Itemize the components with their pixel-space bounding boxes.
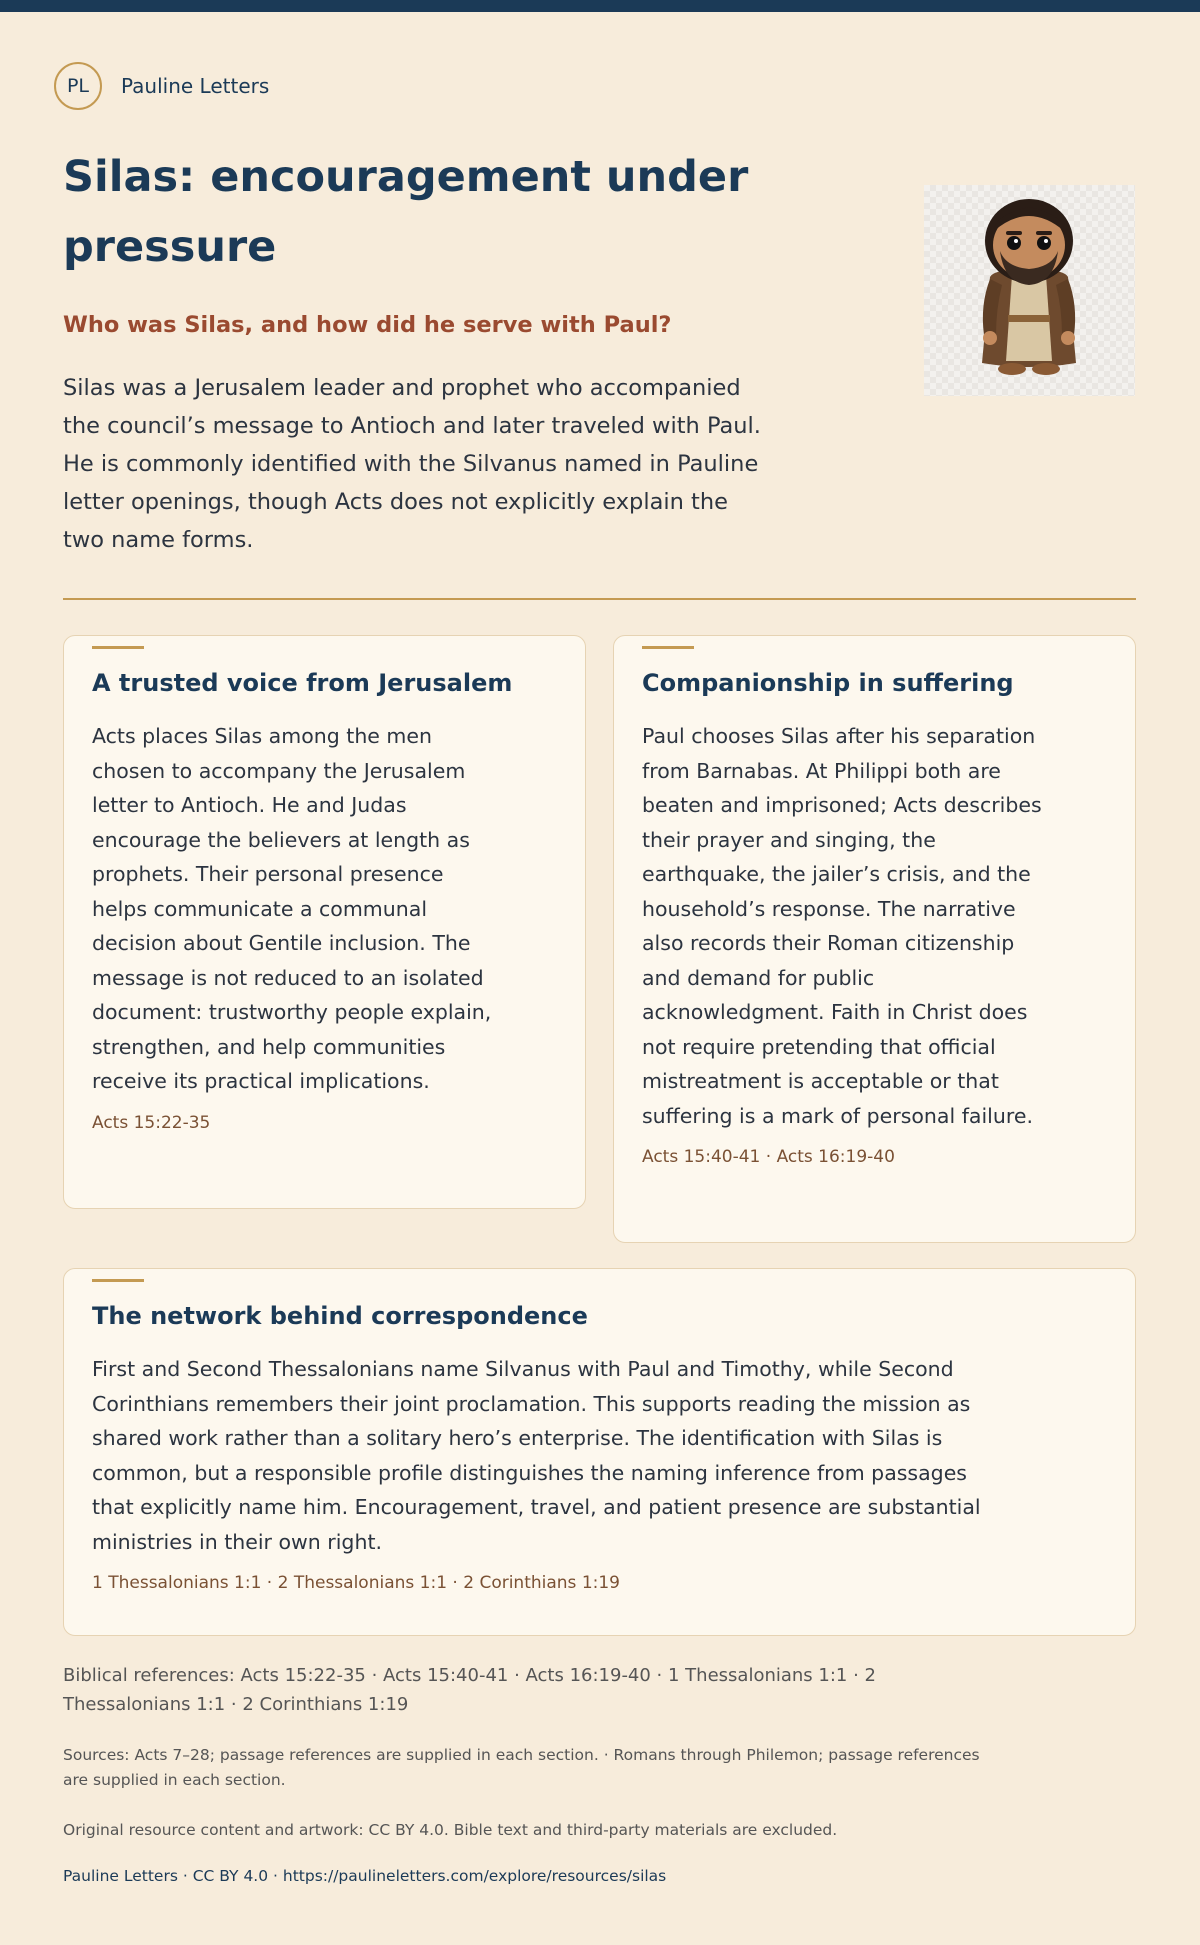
section-title: The network behind correspondence [92, 1302, 588, 1330]
footer-license: Original resource content and artwork: CC BY 4.0. Bible text and third-party materials are excluded. [63, 1821, 838, 1839]
section-references: Acts 15:22-35 [92, 1112, 211, 1133]
card-accent-line [92, 646, 144, 649]
section-body: Acts places Silas among the men chosen to accompany the Jerusalem letter to Antioch. He and Judas encourage the believers at length as prophets. Their personal presence helps communicate a communal decision about Gentile inclusion. The message is not reduced to an isolated document: trustworthy people explain, strengthen, and help communities receive its practical implications. [92, 724, 492, 1093]
section-card-suffering [613, 635, 1136, 1243]
page-title: Silas: encouragement under pressure [63, 152, 749, 272]
card-accent-line [642, 646, 694, 649]
footer-site-link[interactable]: Pauline Letters · CC BY 4.0 · https://paulineletters.com/explore/resources/silas [63, 1867, 667, 1885]
footer-sources: Sources: Acts 7–28; passage references are supplied in each section. · Romans through Philemon; passage references are supplied in each section. [63, 1746, 980, 1789]
silas-figure-illustration [924, 185, 1135, 396]
intro-paragraph: Silas was a Jerusalem leader and prophet who accompanied the council’s message to Antioch and later traveled with Paul. He is commonly identified with the Silvanus named in Pauline letter openings, though Acts does not explicitly explain the two name forms. [63, 375, 761, 553]
section-card-jerusalem [63, 635, 586, 1209]
brand[interactable] [54, 62, 269, 110]
footer-biblical-references: Biblical references: Acts 15:22-35 · Acts 15:40-41 · Acts 16:19-40 · 1 Thessalonians 1:1 · 2 Thessalonians 1:1 · 2 Corinthians 1:19 [63, 1665, 876, 1715]
page-question: Who was Silas, and how did he serve with Paul? [63, 312, 672, 338]
top-bar [0, 0, 1200, 12]
card-accent-line [92, 1279, 144, 1282]
section-references: Acts 15:40-41 · Acts 16:19-40 [642, 1147, 895, 1167]
brand-logo-badge: PL [54, 62, 102, 110]
section-title: Companionship in suffering [642, 669, 1014, 697]
section-body: Paul chooses Silas after his separation from Barnabas. At Philippi both are beaten and imprisoned; Acts describes their prayer and singing, the earthquake, the jailer’s crisis, and the household’s response. The narrative also records their Roman citizenship and demand for public acknowledgment. Faith in Christ does not require pretending that official mistreatment is acceptable or that suffering is a mark of personal failure. [642, 724, 1042, 1128]
silas-portrait [924, 185, 1135, 396]
section-divider [63, 598, 1136, 600]
section-body: First and Second Thessalonians name Silvanus with Paul and Timothy, while Second Corinthians remembers their joint proclamation. This supports reading the mission as shared work rather than a solitary hero’s enterprise. The identification with Silas is common, but a responsible profile distinguishes the naming inference from passages that explicitly name him. Encouragement, travel, and patient presence are substantial ministries in their own right. [92, 1357, 981, 1554]
brand-name: Pauline Letters [121, 74, 270, 98]
section-references: 1 Thessalonians 1:1 · 2 Thessalonians 1:1 · 2 Corinthians 1:19 [92, 1573, 620, 1593]
section-card-correspondence [63, 1268, 1136, 1636]
section-title: A trusted voice from Jerusalem [92, 669, 513, 697]
